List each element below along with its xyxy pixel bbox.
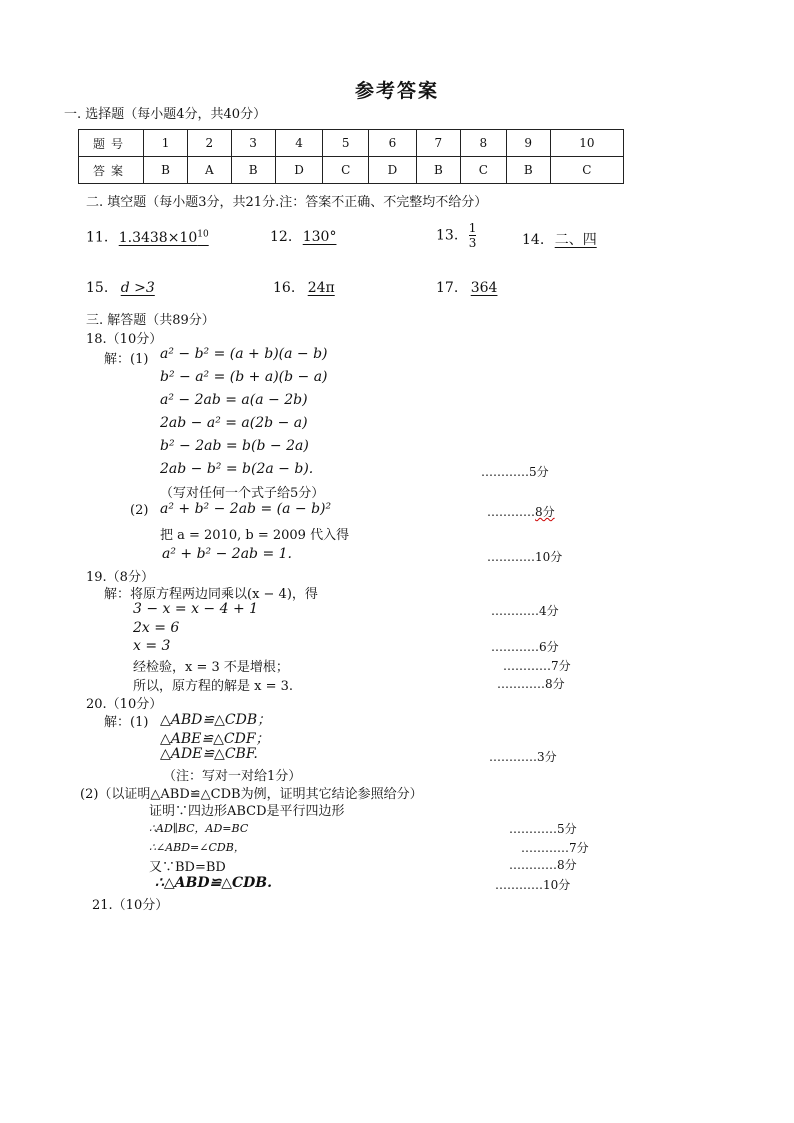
answer-q11 (119, 230, 209, 246)
question-number: 12. (270, 229, 293, 245)
q19-line-2: 2x = 6 (133, 620, 180, 636)
table-cell: 7 (416, 130, 460, 157)
q18-part1-label: 解：(1) (104, 352, 149, 367)
q18-note-1: （写对任何一个式子给5分） (160, 486, 325, 501)
q18-line-5: b² − 2ab = b(b − 2a) (160, 438, 309, 454)
q20-score-3: …………7分 (521, 841, 589, 855)
q19-label: 19.（8分） (86, 570, 154, 585)
q20-proof-2: ∴AD∥BC，AD=BC (149, 822, 249, 835)
q19-line-4: 经检验，x = 3 不是增根； (133, 660, 289, 675)
fill-q15 (86, 280, 155, 296)
table-cell: 3 (231, 130, 275, 157)
table-cell: 9 (506, 130, 550, 157)
table-cell: C (323, 157, 369, 184)
table-row-answers (79, 157, 624, 184)
fraction-numerator: 1 (468, 221, 477, 235)
q20-proof-4: 又∵BD=BD (149, 860, 226, 875)
q18-line-1: a² − b² = (a + b)(a − b) (160, 346, 328, 362)
q20-part2-intro: (2)（以证明△ABD≌△CDB为例，证明其它结论参照给分） (80, 787, 423, 802)
answer-q17: 364 (470, 280, 498, 296)
q18-score-3: …………10分 (487, 550, 563, 564)
question-number: 13. (436, 227, 459, 244)
answer-q16: 24π (307, 280, 335, 296)
section3-heading: 三. 解答题（共89分） (86, 313, 215, 328)
question-number: 17. (436, 280, 459, 296)
answer-q12: 130° (302, 229, 337, 245)
answer-q13-fraction (469, 221, 477, 250)
q19-score-4: …………8分 (497, 677, 565, 691)
q20-score-4: …………8分 (509, 858, 577, 872)
question-number: 14. (522, 232, 545, 248)
score-value: 8分 (535, 505, 555, 519)
section2-heading: 二. 填空题（每小题3分，共21分.注：答案不正确、不完整均不给分） (86, 195, 488, 210)
q18-label: 18.（10分） (86, 332, 163, 347)
table-cell: C (550, 157, 623, 184)
q18-part2-line-1: a² + b² − 2ab = (a − b)² (160, 501, 332, 517)
question-number: 11. (86, 229, 109, 246)
table-cell: B (144, 157, 188, 184)
table-cell: 6 (369, 130, 417, 157)
q20-part1-label: 解：(1) (104, 715, 149, 730)
q18-score-2 (487, 503, 555, 520)
section1-heading: 一. 选择题（每小题4分，共40分） (64, 107, 267, 122)
answer-q14: 二、四 (554, 232, 597, 248)
row-label-numbers: 题号 (79, 130, 144, 157)
table-cell: A (188, 157, 231, 184)
fill-q14 (522, 229, 597, 249)
q19-intro: 解：将原方程两边同乘以(x − 4)，得 (104, 587, 318, 602)
table-cell: 2 (188, 130, 231, 157)
q18-line-6: 2ab − b² = b(2a − b). (160, 461, 314, 477)
q20-score-1: …………3分 (489, 750, 557, 764)
fraction-denominator: 3 (468, 236, 477, 250)
fill-q12 (270, 229, 336, 245)
q18-part2-line-2: 把 a = 2010, b = 2009 代入得 (160, 528, 350, 543)
q19-score-2: …………6分 (491, 640, 559, 654)
q20-note: （注：写对一对给1分） (163, 769, 302, 784)
answer-table (78, 129, 624, 184)
fill-q13 (436, 221, 476, 250)
q20-proof-1: 证明∵四边形ABCD是平行四边形 (149, 804, 345, 819)
page-title: 参考答案 (354, 80, 439, 102)
table-cell: 5 (323, 130, 369, 157)
table-cell: 4 (275, 130, 323, 157)
q19-line-5: 所以，原方程的解是 x = 3. (133, 679, 294, 694)
q19-score-1: …………4分 (491, 604, 559, 618)
q20-score-5: …………10分 (495, 878, 571, 892)
row-label-answers: 答案 (79, 157, 144, 184)
q20-line-1: △ABD≌△CDB； (160, 712, 272, 728)
q19-score-3: …………7分 (503, 659, 571, 673)
table-cell: 1 (144, 130, 188, 157)
table-cell: 8 (460, 130, 506, 157)
table-cell: D (275, 157, 323, 184)
fill-q11 (86, 229, 209, 246)
fill-q16 (273, 280, 335, 296)
table-cell: B (506, 157, 550, 184)
table-cell: B (231, 157, 275, 184)
q18-part2-line-3: a² + b² − 2ab = 1. (162, 546, 292, 562)
q20-line-3: △ADE≌△CBF. (160, 746, 258, 762)
q20-proof-3: ∴∠ABD=∠CDB， (149, 841, 245, 854)
q18-line-4: 2ab − a² = a(2b − a) (160, 415, 308, 431)
q18-line-3: a² − 2ab = a(a − 2b) (160, 392, 308, 408)
q20-line-2: △ABE≌△CDF； (160, 731, 270, 747)
answer-q15: d >3 (120, 280, 155, 296)
table-cell: C (460, 157, 506, 184)
table-cell: B (416, 157, 460, 184)
q18-score-1: …………5分 (481, 465, 549, 479)
fill-q17 (436, 280, 497, 296)
table-cell: 10 (550, 130, 623, 157)
question-number: 15. (86, 280, 109, 296)
answer-q11-base: 1.3438×10 (118, 229, 198, 246)
table-cell: D (369, 157, 417, 184)
q18-part2-label: (2) (130, 503, 149, 518)
q19-line-1: 3 − x = x − 4 + 1 (133, 601, 259, 617)
q20-score-2: …………5分 (509, 822, 577, 836)
q20-proof-5: ∴△ABD≌△CDB. (155, 875, 272, 891)
answer-q11-exponent: 10 (197, 229, 209, 239)
q20-label: 20.（10分） (86, 697, 163, 712)
score-dots: ………… (487, 505, 535, 519)
table-row-numbers (79, 130, 624, 157)
q19-line-3: x = 3 (133, 638, 171, 654)
question-number: 16. (273, 280, 296, 296)
q18-line-2: b² − a² = (b + a)(b − a) (160, 369, 328, 385)
q21-label: 21.（10分） (92, 898, 169, 913)
